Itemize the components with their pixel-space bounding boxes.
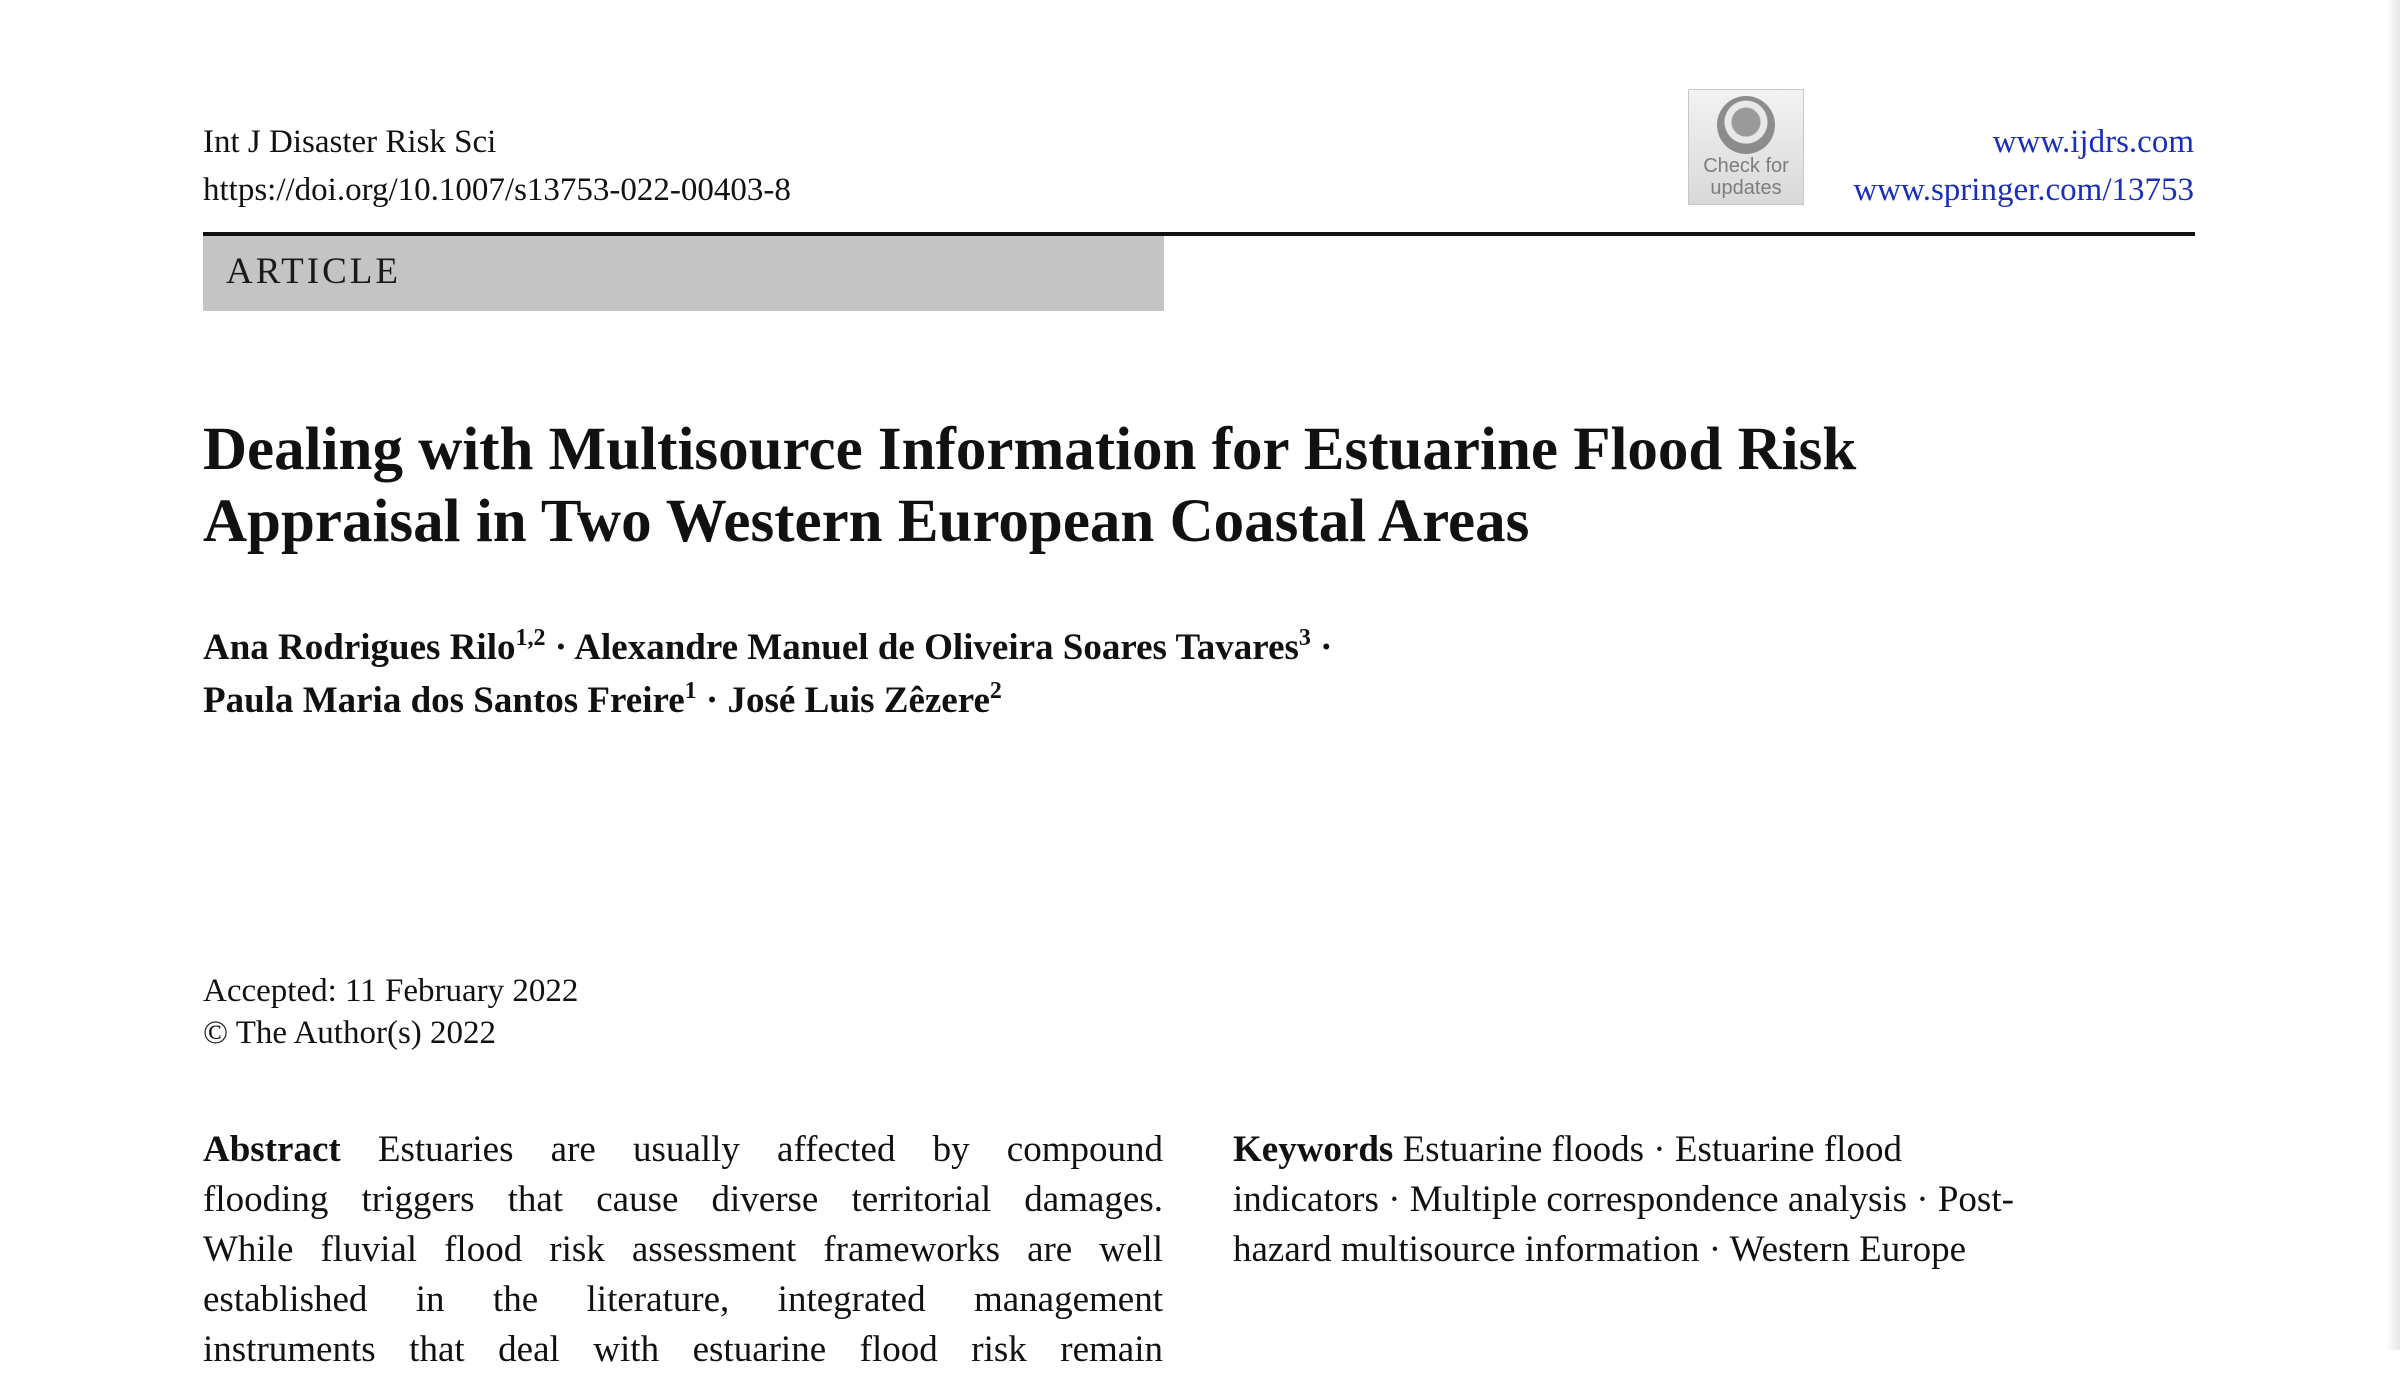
- ijdrs-link[interactable]: www.ijdrs.com: [1992, 124, 2194, 160]
- journal-info: [203, 118, 791, 214]
- keywords-section: [1233, 1125, 2173, 1275]
- abstract-line: instruments that deal with estuarine flood risk remain: [203, 1329, 1163, 1370]
- article-type-label: ARTICLE: [226, 251, 401, 292]
- author-affiliation: 1: [684, 678, 697, 704]
- abstract-section: [203, 1125, 1163, 1375]
- keywords-line: [1233, 1125, 2173, 1175]
- badge-text-line2: updates: [1710, 177, 1782, 199]
- paper-title: [203, 414, 2203, 558]
- springer-link[interactable]: www.springer.com/13753: [1853, 172, 2194, 208]
- badge-text-line1: Check for: [1703, 155, 1789, 177]
- author-affiliation: 1,2: [515, 625, 546, 651]
- author-affiliation: 2: [989, 678, 1002, 704]
- check-for-updates-icon: [1717, 96, 1775, 154]
- author-list: [203, 621, 1332, 727]
- author-separator: ·: [545, 627, 575, 668]
- journal-links: [1853, 118, 2194, 214]
- keywords-line: indicators · Multiple correspondence analysis · Post-: [1233, 1179, 2014, 1220]
- page-edge-shadow: [2386, 0, 2400, 1350]
- author-name[interactable]: Paula Maria dos Santos Freire: [203, 680, 685, 721]
- abstract-line: [203, 1125, 1163, 1175]
- author-affiliation: 3: [1298, 625, 1311, 651]
- author-separator: ·: [696, 680, 728, 721]
- abstract-heading: Abstract: [203, 1129, 341, 1170]
- article-type-band: [203, 236, 1164, 311]
- abstract-line: flooding triggers that cause diverse territorial damages.: [203, 1179, 1163, 1220]
- author-line-1: [203, 621, 1332, 674]
- keywords-line: hazard multisource information · Western Europe: [1233, 1229, 1967, 1270]
- keywords-text: Estuarine floods · Estuarine flood: [1402, 1129, 1902, 1170]
- author-line-2: [203, 674, 1332, 727]
- copyright-notice: © The Author(s) 2022: [203, 1015, 497, 1051]
- author-separator: ·: [1310, 627, 1333, 668]
- doi-link[interactable]: https://doi.org/10.1007/s13753-022-00403-8: [203, 172, 791, 208]
- abstract-text: Estuaries are usually affected by compound: [377, 1129, 1163, 1170]
- keywords-heading: Keywords: [1233, 1129, 1394, 1170]
- article-dates: [203, 970, 578, 1054]
- check-for-updates-badge[interactable]: [1688, 89, 1804, 205]
- author-name[interactable]: José Luis Zêzere: [727, 680, 990, 721]
- abstract-line: established in the literature, integrated management: [203, 1279, 1163, 1320]
- title-line-2: Appraisal in Two Western European Coastal Areas: [203, 488, 1530, 555]
- accepted-date: Accepted: 11 February 2022: [203, 973, 579, 1009]
- title-line-1: Dealing with Multisource Information for Estuarine Flood Risk: [203, 416, 1857, 483]
- author-name[interactable]: Alexandre Manuel de Oliveira Soares Tavares: [574, 627, 1299, 668]
- author-name[interactable]: Ana Rodrigues Rilo: [203, 627, 516, 668]
- abstract-line: While fluvial flood risk assessment frameworks are well: [203, 1229, 1163, 1270]
- journal-name: Int J Disaster Risk Sci: [203, 124, 497, 160]
